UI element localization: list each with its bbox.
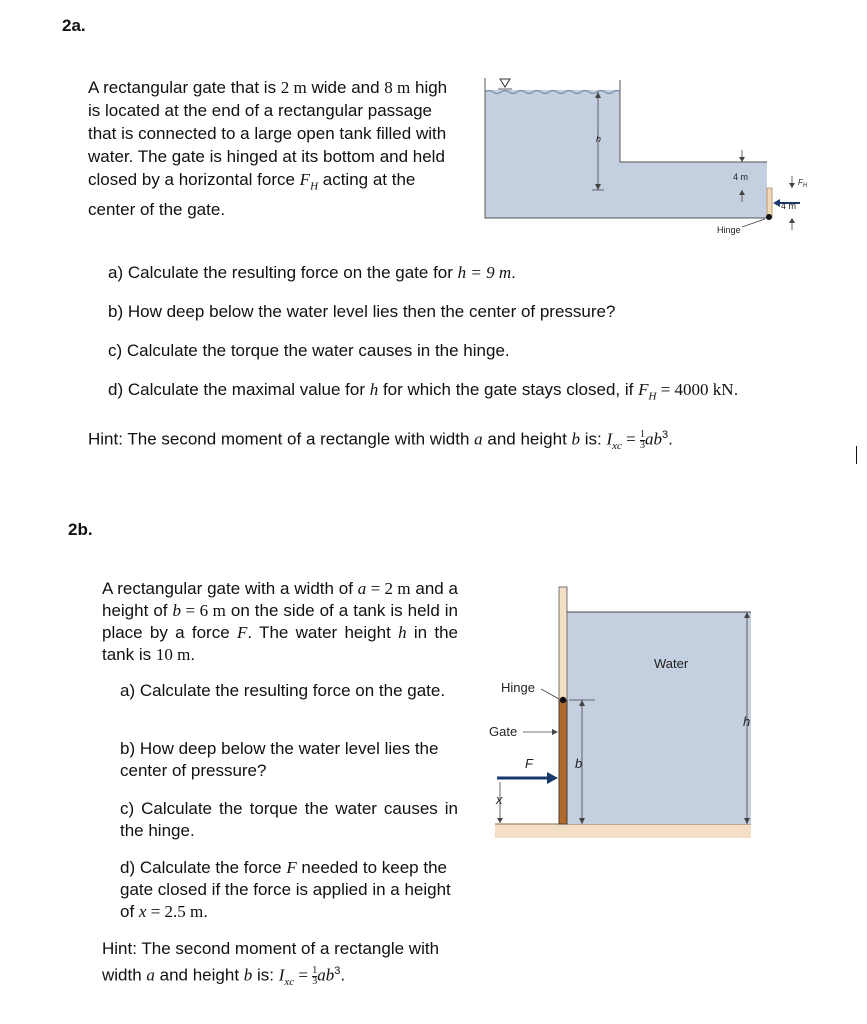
hint-2a-text-3: is: <box>580 429 607 449</box>
question-2a-d <box>108 379 738 407</box>
figure-2b-gate <box>559 700 567 824</box>
dimension-x-head-bottom <box>497 818 503 823</box>
hint-2b-I-sub: xc <box>284 976 295 989</box>
heading-2a: 2a. <box>62 16 86 35</box>
intro-2b <box>102 578 458 666</box>
hint-2b-b: b <box>243 965 253 985</box>
label-hinge-2a: Hinge <box>717 225 741 235</box>
intro-2a-text-1: A rectangular gate that is <box>88 78 281 97</box>
intro-2a-force-subscript: H <box>310 180 319 193</box>
question-2a-d-F-sub: H <box>648 390 657 403</box>
question-2a-a-math: h = 9 m <box>457 263 512 282</box>
figure-2b-ground <box>495 824 751 838</box>
hint-2a-I: I <box>606 429 613 449</box>
intro-2b-F: F <box>236 623 248 642</box>
intro-2b-text-4: . The water height <box>247 623 399 642</box>
question-2a-a <box>108 262 516 284</box>
intro-2b-b-value: = 6 m <box>181 601 226 620</box>
hint-2a-ab: ab <box>645 429 663 449</box>
free-surface-symbol <box>500 79 510 87</box>
question-2b-d-text: d) Calculate the force <box>120 858 287 877</box>
question-2a-d-text-2: for which the gate stays closed, if <box>378 380 639 399</box>
hint-2b-num: 1 <box>312 964 318 976</box>
hinge-2a-point <box>766 214 772 220</box>
question-2a-d-end: . <box>733 380 739 399</box>
hint-2a-I-sub: xc <box>612 440 622 453</box>
hint-2a-b: b <box>571 429 581 449</box>
intro-2b-text-2: and a height of <box>102 579 459 620</box>
text-cursor <box>856 446 857 464</box>
label-4m-passage: 4 m <box>733 172 749 182</box>
question-2b-a: a) Calculate the resulting force on the gate. <box>120 681 446 700</box>
gate-2a <box>767 188 772 218</box>
heading-2b: 2b. <box>68 520 93 539</box>
force-FH-arrowhead <box>773 199 780 207</box>
question-2b-d-F: F <box>286 858 297 877</box>
figure-2a <box>480 72 820 247</box>
intro-2a-text-2: wide and <box>306 78 385 97</box>
hint-2a-num: 1 <box>640 428 646 440</box>
hint-2b-end: . <box>340 965 346 985</box>
hint-2b-text-3: is: <box>252 965 279 985</box>
passage-dim-head-top <box>739 157 745 162</box>
hint-2b-den: 3 <box>312 975 318 987</box>
question-2a-a-text: a) Calculate the resulting force on the gate for <box>108 263 458 282</box>
hinge-2b-leader <box>541 689 559 699</box>
figure-2a-water <box>485 90 767 218</box>
hint-2b-text-2: and height <box>154 965 244 985</box>
label-hinge-2b: Hinge <box>501 680 535 695</box>
label-h-2a: h <box>596 134 602 144</box>
question-2b-d-x: x <box>138 902 147 921</box>
question-2a-d-h: h <box>369 380 379 399</box>
intro-2a-force-symbol: F <box>299 170 311 189</box>
intro-2b-b: b <box>172 601 181 620</box>
intro-2a-text-3: high is located at the end of a rectangular passage that is connected to a large open tank filled with water. The gate is hinged at its bottom and held closed by a horizontal force <box>88 78 448 189</box>
question-2a-c: c) Calculate the torque the water causes in the hinge. <box>108 341 510 360</box>
intro-2b-text-3: on the side of a tank is held in place by a force <box>102 601 459 642</box>
hint-2a-text-2: and height <box>482 429 572 449</box>
figure-2b-hinge-point <box>560 697 566 703</box>
intro-2b-h-value: 10 m <box>155 645 191 664</box>
label-water-2b: Water <box>654 656 689 671</box>
label-b-2b: b <box>575 756 583 771</box>
gate-dim-head-top <box>789 183 795 188</box>
question-2a-a-end: . <box>511 263 516 282</box>
question-2a-d-F: F <box>638 380 649 399</box>
hint-2a-end: . <box>668 429 673 449</box>
hint-2b <box>102 938 462 993</box>
intro-2a-height: 8 m <box>384 78 411 97</box>
gate-dim-head-bottom <box>789 218 795 223</box>
question-2b-b: b) How deep below the water level lies the center of pressure? <box>120 739 439 780</box>
hint-2b-ab: ab <box>317 965 335 985</box>
label-4m-gate: 4 m <box>781 201 797 211</box>
hint-2a-den: 3 <box>640 439 646 451</box>
intro-2b-a-value: = 2 m <box>366 579 411 598</box>
label-F-2b: F <box>525 756 533 771</box>
hint-2b-eq: = <box>294 965 313 985</box>
question-2b-d <box>120 857 458 923</box>
question-2b-d-text-2: needed to keep the gate closed if the force is applied in a height of <box>120 858 451 921</box>
label-h-2b: h <box>743 714 751 729</box>
hint-2a-text-1: Hint: The second moment of a rectangle with width <box>88 429 475 449</box>
hint-2a-a: a <box>474 429 483 449</box>
intro-2a-width: 2 m <box>280 78 307 97</box>
question-2b-c: c) Calculate the torque the water causes in the hinge. <box>120 799 458 840</box>
label-FH-2a: $F_H$ <box>798 178 808 189</box>
question-2a-d-text: d) Calculate the maximal value for <box>108 380 370 399</box>
label-x-2b: x <box>496 792 503 807</box>
label-gate-2b: Gate <box>489 724 518 739</box>
hint-2a-pow: 3 <box>662 429 669 441</box>
figure-2b-water <box>567 612 751 824</box>
intro-2a-text-4: acting at the center of the gate. <box>88 170 416 220</box>
intro-2b-text-1: A rectangular gate with a width of <box>102 579 358 598</box>
hint-2a <box>88 424 673 457</box>
question-2b-d-end: . <box>203 902 208 921</box>
question-2a-b: b) How deep below the water level lies then the center of pressure? <box>108 302 616 321</box>
intro-2b-end: . <box>190 645 196 664</box>
hint-2b-I: I <box>278 965 285 985</box>
figure-2a-step-wall <box>620 80 767 162</box>
hint-2a-eq: = <box>621 429 641 449</box>
question-2b-d-x-value: = 2.5 m <box>146 902 204 921</box>
force-F-arrowhead <box>547 772 558 784</box>
question-2a-d-math: = 4000 kN <box>656 380 734 399</box>
hinge-2a-leader <box>742 219 765 227</box>
gate-2b-leader-head <box>552 729 558 735</box>
figure-2b <box>485 582 785 844</box>
hint-2b-text-1: Hint: The second moment of a rectangle with width <box>102 939 440 985</box>
intro-2b-a: a <box>357 579 367 598</box>
hint-2b-a: a <box>146 965 155 985</box>
hint-2b-pow: 3 <box>334 965 341 977</box>
intro-2b-text-5: in the tank is <box>102 623 458 664</box>
intro-2a <box>88 76 464 221</box>
intro-2b-h: h <box>398 623 407 642</box>
